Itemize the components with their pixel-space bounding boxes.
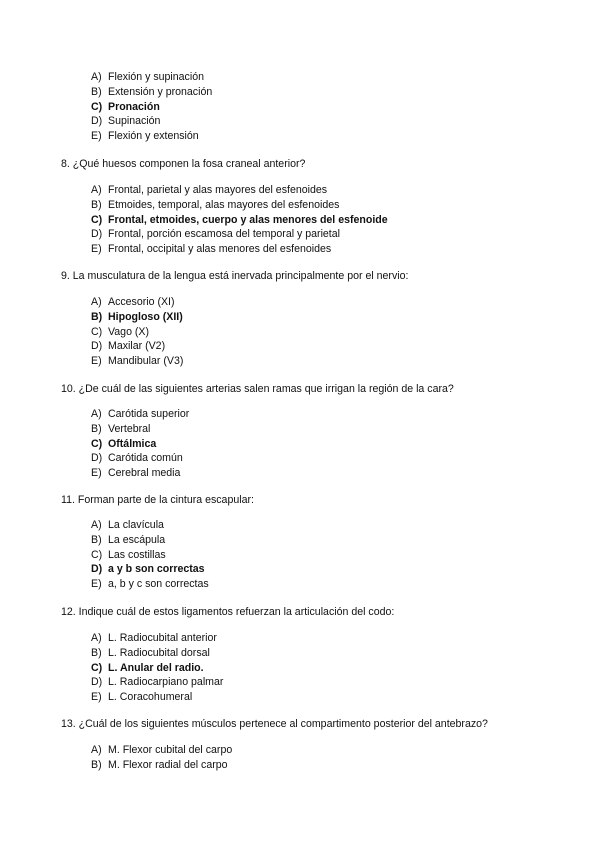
option-d-correct: D) a y b son correctas <box>91 563 205 576</box>
question-9: 9. La musculatura de la lengua está inervada principalmente por el nervio: <box>61 270 409 282</box>
option-list <box>91 70 212 144</box>
option-c: C) Vago (X) <box>91 325 150 338</box>
option-d: D) Supinación <box>91 115 161 128</box>
option-b-correct: B) Hipogloso (XII) <box>91 310 183 323</box>
option-b: B) Vertebral <box>91 422 151 435</box>
option-e: E) Flexión y extensión <box>91 130 199 143</box>
option-c-correct: C) Frontal, etmoides, cuerpo y alas menores del esfenoide <box>91 213 388 226</box>
question-12: 12. Indique cuál de estos ligamentos refuerzan la articulación del codo: <box>61 606 395 618</box>
question-11: 11. Forman parte de la cintura escapular: <box>61 494 254 506</box>
option-list <box>91 631 223 705</box>
option-e: E) a, b y c son correctas <box>91 578 209 591</box>
option-a: A) Accesorio (XI) <box>91 296 175 308</box>
option-d: D) Carótida común <box>91 452 183 465</box>
option-c: C) Las costillas <box>91 548 166 561</box>
option-c-correct: C) L. Anular del radio. <box>91 661 204 674</box>
question-8: 8. ¿Qué huesos componen la fosa craneal anterior? <box>61 158 306 170</box>
question-13: 13. ¿Cuál de los siguientes músculos pertenece al compartimento posterior del antebrazo? <box>61 718 488 730</box>
option-a: A) M. Flexor cubital del carpo <box>91 744 233 756</box>
option-b: B) M. Flexor radial del carpo <box>91 758 228 771</box>
option-list <box>91 743 232 773</box>
option-a: A) Flexión y supinación <box>91 71 204 83</box>
question-10: 10. ¿De cuál de las siguientes arterias salen ramas que irrigan la región de la cara? <box>61 383 454 395</box>
option-a: A) La clavícula <box>91 519 164 531</box>
option-a: A) Carótida superior <box>91 408 190 420</box>
option-a: A) Frontal, parietal y alas mayores del esfenoides <box>91 184 328 196</box>
option-c-correct: C) Pronación <box>91 100 160 113</box>
option-b: B) Extensión y pronación <box>91 85 213 98</box>
option-d: D) L. Radiocarpiano palmar <box>91 676 224 689</box>
option-list <box>91 518 209 592</box>
option-list <box>91 407 189 481</box>
option-e: E) Mandibular (V3) <box>91 355 184 368</box>
option-c-correct: C) Oftálmica <box>91 437 157 450</box>
option-a: A) L. Radiocubital anterior <box>91 632 217 644</box>
option-list <box>91 183 388 257</box>
option-b: B) La escápula <box>91 533 166 546</box>
option-e: E) Cerebral media <box>91 467 181 480</box>
option-b: B) L. Radiocubital dorsal <box>91 646 210 659</box>
option-e: E) Frontal, occipital y alas menores del esfenoides <box>91 243 332 256</box>
option-d: D) Frontal, porción escamosa del temporal y parietal <box>91 228 340 241</box>
option-list <box>91 295 183 369</box>
option-e: E) L. Coracohumeral <box>91 691 193 704</box>
option-d: D) Maxilar (V2) <box>91 340 166 353</box>
option-b: B) Etmoides, temporal, alas mayores del esfenoides <box>91 198 340 211</box>
